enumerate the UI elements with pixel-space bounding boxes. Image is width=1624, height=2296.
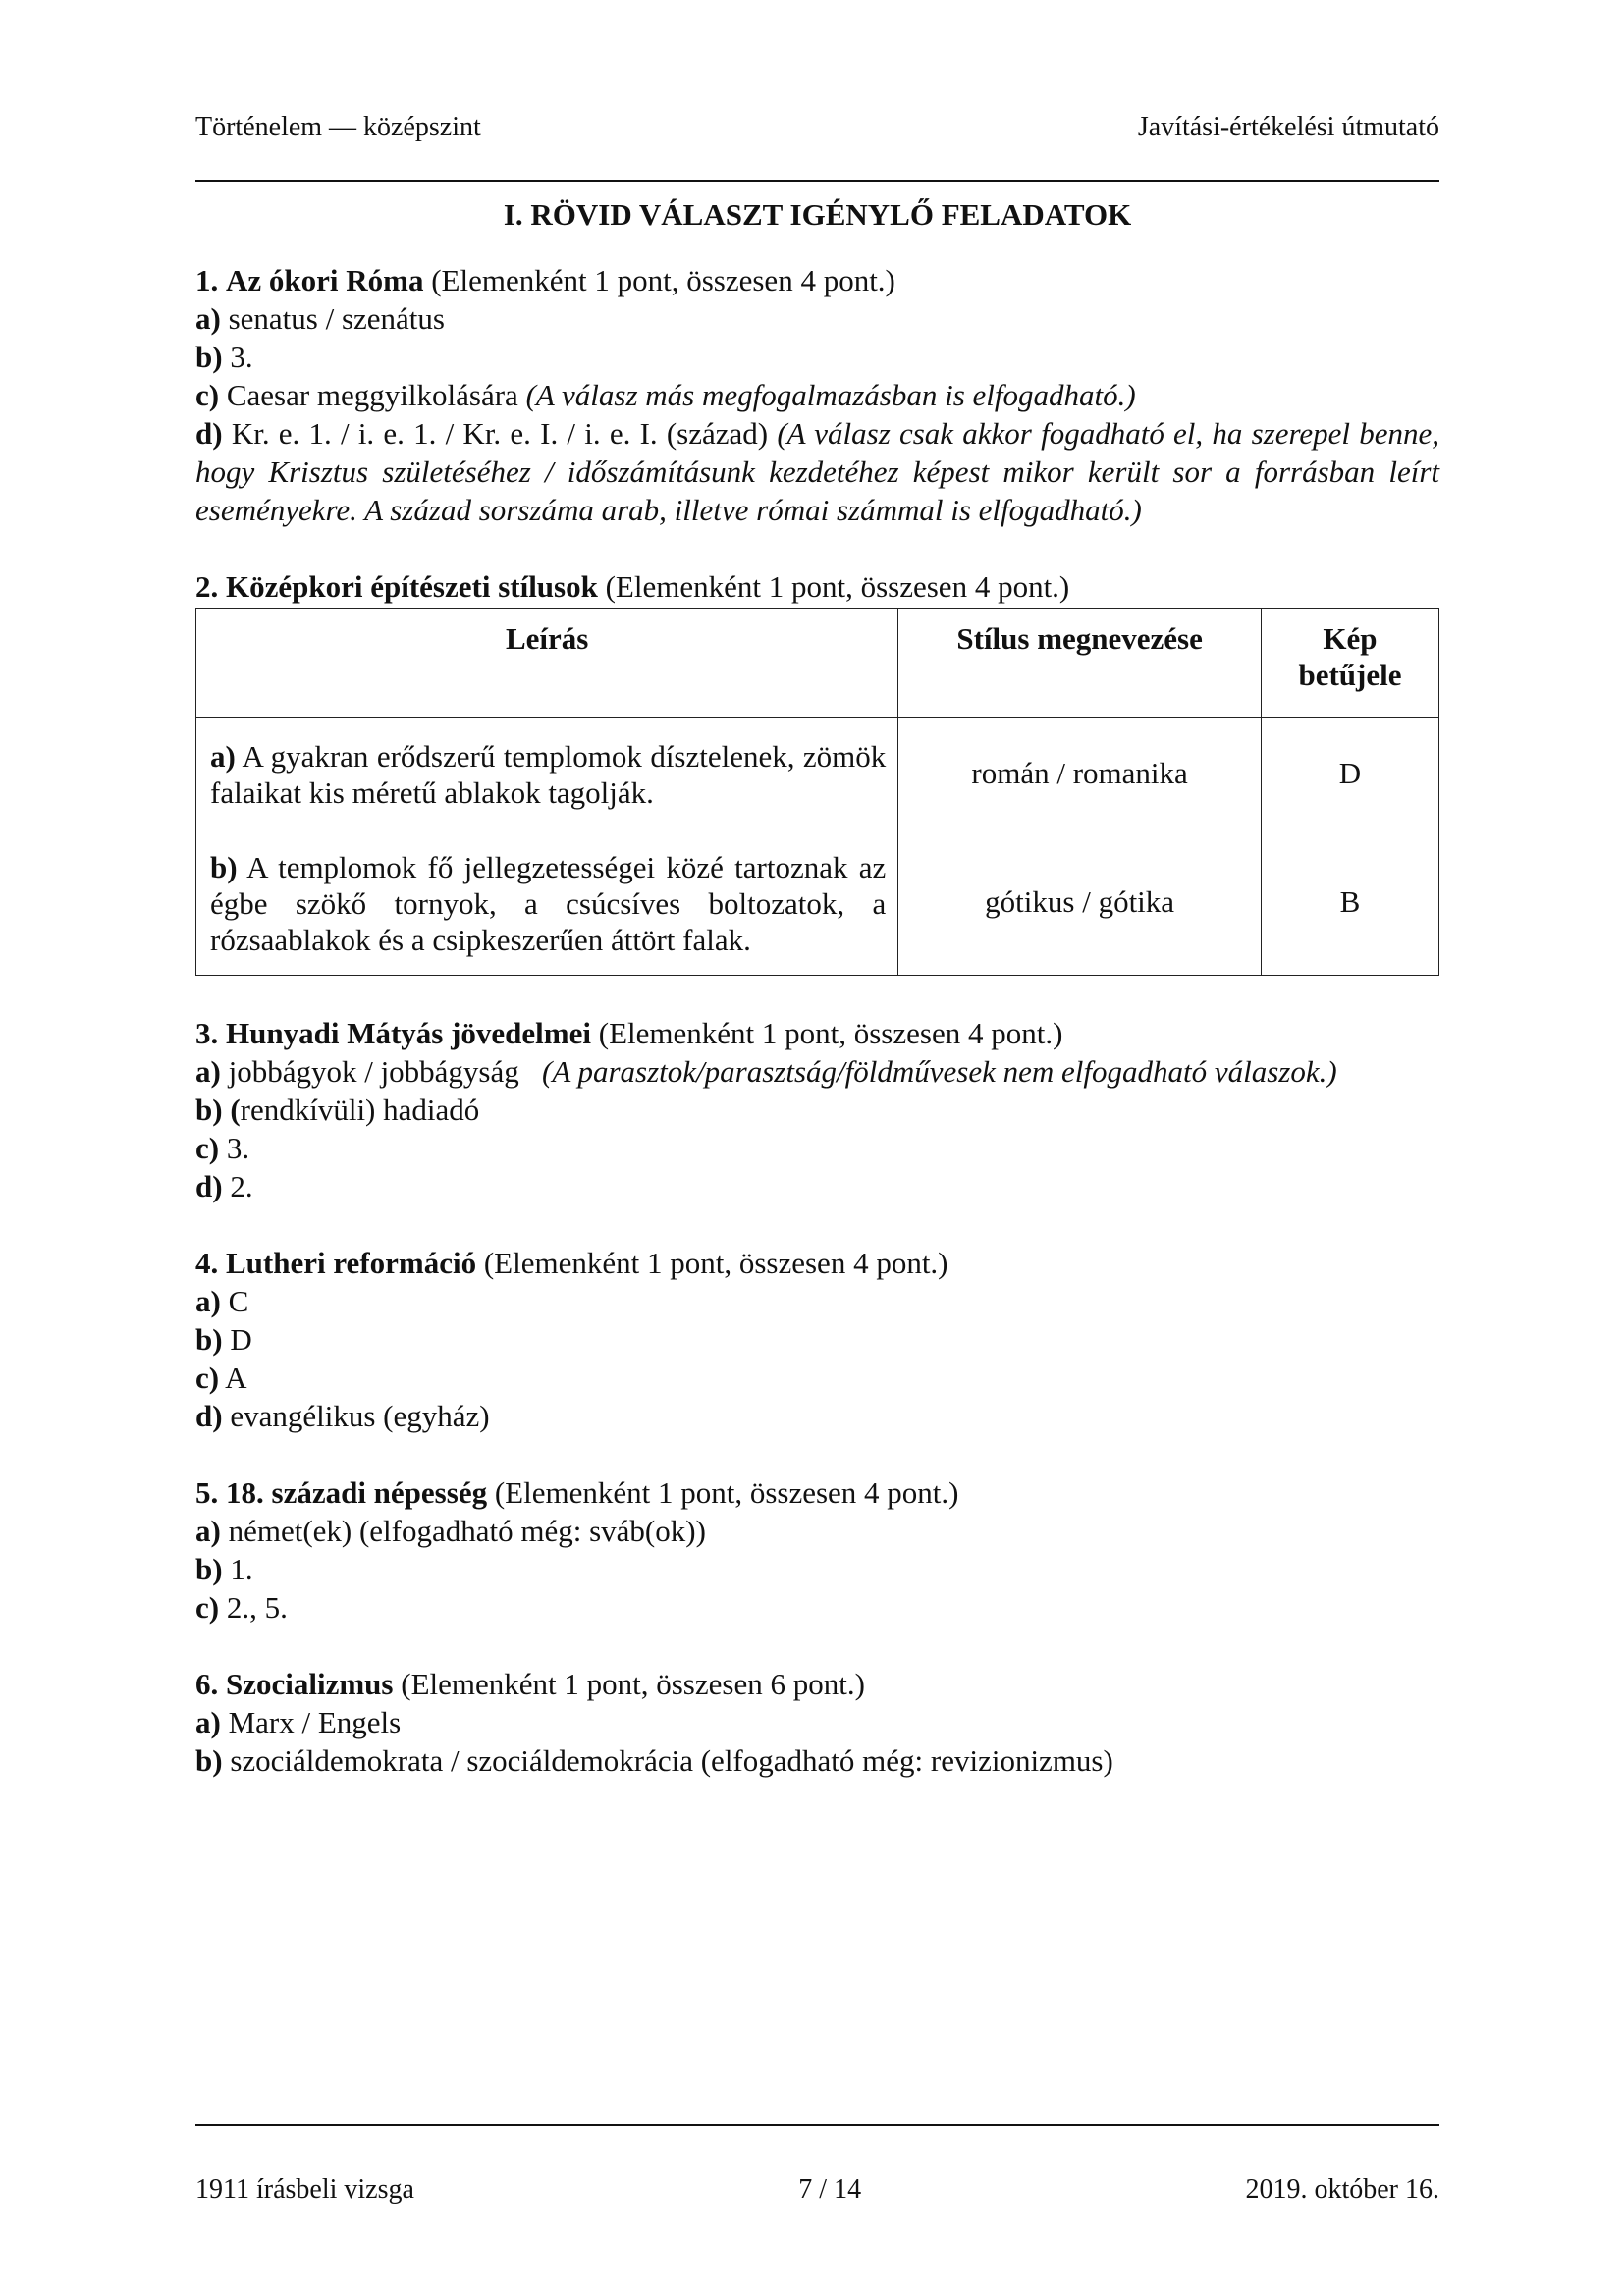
question-points: (Elemenként 1 pont, összesen 4 pont.) (483, 1246, 948, 1280)
answer-text: 3. (230, 340, 253, 374)
answer-a (195, 1052, 1439, 1091)
header-doc-type: Javítási-értékelési útmutató (1137, 112, 1439, 142)
page-header (195, 108, 1439, 147)
column-header-letter-line2: betűjele (1298, 658, 1402, 692)
question-2-heading (195, 567, 1439, 606)
answer-a (195, 299, 1439, 338)
question-title: 18. századi népesség (226, 1475, 488, 1510)
question-3-heading (195, 1014, 1439, 1052)
answer-c (195, 1359, 1439, 1397)
answer-label: b) (195, 340, 223, 374)
page-footer (195, 2170, 1439, 2210)
answer-a (195, 1512, 1439, 1550)
question-4 (195, 1244, 1439, 1435)
answer-label: b) (195, 1552, 223, 1586)
table-row (196, 718, 1439, 828)
row-label: b) (210, 850, 238, 884)
question-title: Az ókori Róma (226, 263, 424, 297)
question-number: 2. (195, 569, 219, 604)
answer-c (195, 1588, 1439, 1627)
page-content (195, 190, 1439, 1818)
question-3 (195, 1014, 1439, 1205)
answer-text: német(ek) (elfogadható még: sváb(ok)) (228, 1514, 706, 1548)
answer-b (195, 1741, 1439, 1780)
question-number: 4. (195, 1246, 219, 1280)
answer-note: (A válasz más megfogalmazásban is elfogadható.) (525, 378, 1136, 412)
answer-text: 2., 5. (226, 1590, 288, 1625)
question-number: 1. (195, 263, 219, 297)
answer-d (195, 414, 1439, 529)
question-6 (195, 1665, 1439, 1780)
question-points: (Elemenként 1 pont, összesen 4 pont.) (605, 569, 1070, 604)
footer-divider (195, 2124, 1439, 2126)
answer-label: a) (195, 301, 221, 336)
question-1-heading (195, 261, 1439, 299)
footer-exam-code: 1911 írásbeli vizsga (195, 2174, 414, 2205)
answer-d (195, 1167, 1439, 1205)
answer-text: evangélikus (egyház) (230, 1399, 490, 1433)
question-number: 6. (195, 1667, 219, 1701)
page-number: 7 / 14 (798, 2174, 862, 2205)
answer-text: senatus / szenátus (228, 301, 445, 336)
answer-note: (A válasz csak akkor fogadható el, ha szerepel benne, hogy Krisztus születéséhez / időszámításunk kezdetéhez képest mikor került sor a forrásban leírt eseményekre. A század sorszáma arab, illetve római számmal is elfogadható.) (195, 416, 1440, 527)
answer-text: C (228, 1284, 249, 1318)
answer-text: D (230, 1322, 252, 1357)
answer-text: rendkívüli) hadiadó (240, 1093, 480, 1127)
answer-text: Kr. e. 1. / i. e. 1. / Kr. e. I. / i. e. I. (század) (231, 416, 769, 451)
row-description-text: A templomok fő jellegzetességei közé tartoznak az égbe szökő tornyok, a csúcsíves boltozatok, a rózsaablakok és a csipkeszerűen áttört falak. (210, 850, 887, 957)
question-6-heading (195, 1665, 1439, 1703)
column-header-letter-line1: Kép (1323, 621, 1378, 656)
answer-text: Caesar meggyilkolására (226, 378, 518, 412)
answer-b (195, 1091, 1439, 1129)
row-description (196, 828, 898, 976)
question-number: 3. (195, 1016, 219, 1050)
styles-table (195, 608, 1439, 976)
answer-note: (A parasztok/parasztság/földművesek nem elfogadható válaszok.) (542, 1054, 1337, 1089)
question-2 (195, 567, 1439, 976)
answer-label: c) (195, 378, 220, 412)
answer-c (195, 1129, 1439, 1167)
question-title: Szocializmus (226, 1667, 394, 1701)
answer-label: a) (195, 1705, 221, 1739)
row-label: a) (210, 739, 236, 774)
question-title: Lutheri reformáció (226, 1246, 477, 1280)
answer-label: a) (195, 1054, 221, 1089)
answer-label: b) ( (195, 1093, 241, 1127)
answer-text: szociáldemokrata / szociáldemokrácia (elfogadható még: revizionizmus) (230, 1743, 1113, 1778)
answer-a (195, 1703, 1439, 1741)
answer-b (195, 1550, 1439, 1588)
table-header-row (196, 609, 1439, 718)
question-points: (Elemenként 1 pont, összesen 4 pont.) (494, 1475, 959, 1510)
row-description (196, 718, 898, 828)
table-row (196, 828, 1439, 976)
column-header-style: Stílus megnevezése (898, 609, 1262, 718)
answer-label: b) (195, 1743, 223, 1778)
question-points: (Elemenként 1 pont, összesen 4 pont.) (598, 1016, 1063, 1050)
answer-b (195, 338, 1439, 376)
footer-date: 2019. október 16. (1245, 2174, 1439, 2205)
row-description-text: A gyakran erődszerű templomok dísztelenek, zömök falaikat kis méretű ablakok tagolják. (210, 739, 887, 810)
row-letter: D (1261, 718, 1438, 828)
column-header-letter (1261, 609, 1438, 718)
answer-a (195, 1282, 1439, 1320)
answer-c (195, 376, 1439, 414)
answer-text: 2. (230, 1169, 253, 1203)
answer-text: Marx / Engels (228, 1705, 402, 1739)
header-subject: Történelem — középszint (195, 112, 481, 142)
answer-label: b) (195, 1322, 223, 1357)
section-title: I. RÖVID VÁLASZT IGÉNYLŐ FELADATOK (503, 197, 1132, 232)
question-number: 5. (195, 1475, 219, 1510)
answer-label: c) (195, 1131, 220, 1165)
answer-label: d) (195, 416, 223, 451)
answer-d (195, 1397, 1439, 1435)
question-5 (195, 1473, 1439, 1627)
answer-label: c) (195, 1590, 220, 1625)
column-header-description: Leírás (196, 609, 898, 718)
answer-label: a) (195, 1514, 221, 1548)
header-divider (195, 180, 1439, 182)
answer-label: d) (195, 1169, 223, 1203)
answer-text: 3. (226, 1131, 250, 1165)
question-title: Hunyadi Mátyás jövedelmei (226, 1016, 591, 1050)
question-4-heading (195, 1244, 1439, 1282)
answer-text: A (225, 1361, 247, 1395)
question-1 (195, 261, 1439, 529)
answer-text: 1. (230, 1552, 253, 1586)
answer-b (195, 1320, 1439, 1359)
row-style: román / romanika (898, 718, 1262, 828)
answer-label: a) (195, 1284, 221, 1318)
question-title: Középkori építészeti stílusok (226, 569, 598, 604)
question-5-heading (195, 1473, 1439, 1512)
row-style: gótikus / gótika (898, 828, 1262, 976)
question-points: (Elemenként 1 pont, összesen 6 pont.) (401, 1667, 865, 1701)
row-letter: B (1261, 828, 1438, 976)
answer-label: d) (195, 1399, 223, 1433)
answer-label: c) (195, 1361, 220, 1395)
question-points: (Elemenként 1 pont, összesen 4 pont.) (431, 263, 895, 297)
answer-text: jobbágyok / jobbágyság (228, 1054, 519, 1089)
